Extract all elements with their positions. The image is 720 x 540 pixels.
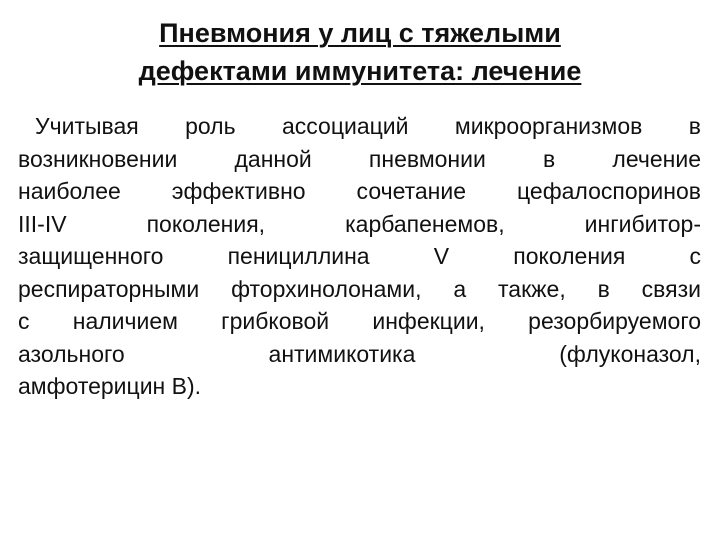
body-line-7: с наличием грибковой инфекции, резорбируемого — [18, 308, 701, 334]
body-line-8: азольного антимикотика (флуконазол, — [18, 340, 701, 367]
body-line-3: наиболее эффективно сочетание цефалоспоринов — [18, 178, 701, 204]
slide-title — [60, 14, 660, 90]
slide-body-paragraph — [18, 110, 701, 403]
body-line-5: защищенного пенициллина V поколения с — [18, 243, 701, 269]
body-line-1: Учитывая роль ассоциаций микроорганизмов в — [35, 113, 701, 139]
body-line-2: возникновении данной пневмонии в лечение — [18, 145, 701, 172]
body-line-4: III-IV поколения, карбапенемов, ингибитор- — [18, 210, 701, 237]
slide-title-line-1: Пневмония у лиц с тяжелыми — [159, 18, 561, 48]
body-line-6: респираторными фторхинолонами, а также, в связи — [18, 275, 701, 302]
slide-title-line-2: дефектами иммунитета: лечение — [138, 56, 582, 86]
body-line-9: амфотерицин В). — [18, 373, 202, 399]
